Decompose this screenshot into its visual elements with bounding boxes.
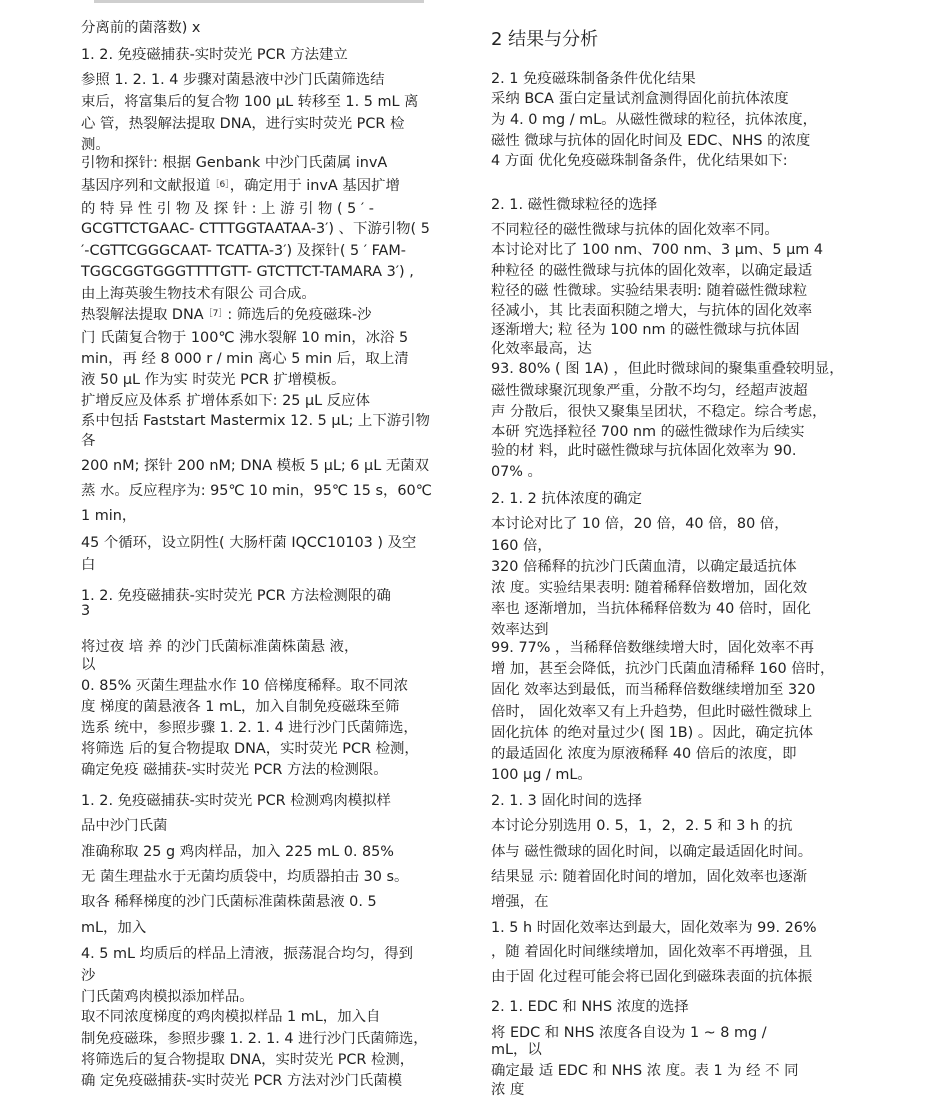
text-line: 白 — [81, 557, 96, 573]
text-line: 0. 85% 灭菌生理盐水作 10 倍梯度稀释。取不同浓 — [81, 678, 408, 694]
section-heading: 1. 2. 免疫磁捕获-实时荧光 PCR 方法检测限的确 — [81, 588, 391, 604]
text-line: 以 — [81, 657, 96, 673]
text-line: 本讨论对比了 100 nm、700 nm、3 μm、5 μm 4 — [491, 242, 823, 258]
text-line: 蒸 水。反应程序为: 95℃ 10 min，95℃ 15 s，60℃ — [81, 483, 432, 499]
text-line: 液 50 μL 作为实 时荧光 PCR 扩增模板。 — [81, 372, 346, 388]
text-line: 93. 80% ( 图 1A) ，但此时微球间的聚集重叠较明显， — [491, 361, 844, 377]
text-line: 不同粒径的磁性微球与抗体的固化效率不同。 — [491, 222, 779, 238]
text-line: mL，以 — [491, 1042, 542, 1058]
text-line: 度 梯度的菌悬液各 1 mL，加入自制免疫磁珠至筛 — [81, 699, 400, 715]
text-line: 采纳 BCA 蛋白定量试剂盒测得固化前抗体浓度 — [491, 91, 789, 107]
text-line: 基因序列和文献报道$^{[6]}$，确定用于 invA 基因扩增 — [81, 178, 400, 194]
section-heading: 2. 1. 磁性微球粒径的选择 — [491, 197, 658, 213]
text-line: GCGTTCTGAAC- CTTTGGTAATAA-3′) 、下游引物( 5 — [81, 221, 430, 237]
section-heading: 2. 1. 3 固化时间的选择 — [491, 793, 643, 809]
text-line: 的 特 异 性 引 物 及 探 针 : 上 游 引 物 ( 5 ′ - — [81, 201, 374, 217]
text-line: 准确称取 25 g 鸡肉样品，加入 225 mL 0. 85% — [81, 844, 394, 860]
top-border — [94, 0, 424, 3]
text-line: TGGCGGTGGGTTTTGTT- GTCTTCT-TAMARA 3′) , — [81, 264, 414, 280]
text-line: 束后，将富集后的复合物 100 μL 转移至 1. 5 mL 离 — [81, 94, 419, 110]
text-line: ，随 着固化时间继续增加，固化效率不再增强，且 — [491, 944, 813, 960]
text-line: 确定最 适 EDC 和 NHS 浓 度。表 1 为 经 不 同 — [491, 1063, 799, 1079]
section-heading: 2. 1 免疫磁珠制备条件优化结果 — [491, 71, 696, 87]
text-line: 逐渐增大; 粒 径为 100 nm 的磁性微球与抗体固 — [491, 322, 800, 338]
text-line: 将过夜 培 养 的沙门氏菌标准菌株菌悬 液， — [81, 639, 359, 655]
text-line: ′-CGTTCGGGCAAT- TCATTA-3′) 及探针( 5 ′ FAM- — [81, 243, 406, 259]
text-line: 效率达到 — [491, 622, 549, 638]
text-line: 1 min， — [81, 508, 137, 524]
text-line: 将 EDC 和 NHS 浓度各自设为 1 ~ 8 mg / — [491, 1025, 767, 1041]
text-line: 热裂解法提取 $DNA^{[7]}$: 筛选后的免疫磁珠-沙 — [81, 307, 372, 323]
text-line: 由上海英骏生物技术有限公 司合成。 — [81, 286, 316, 302]
text-line: 无 菌生理盐水于无菌均质袋中，均质器拍击 30 s。 — [81, 869, 409, 885]
text-line: 心 管，热裂解法提取 DNA，进行实时荧光 PCR 检 — [81, 116, 405, 132]
text-line: 验的材 料，此时磁性微球与抗体固化效率为 90. — [491, 443, 797, 459]
text-line: 1. 5 h 时固化效率达到最大，固化效率为 99. 26% — [491, 920, 817, 936]
text-line: 的最适固化 浓度为原液稀释 40 倍后的浓度，即 — [491, 746, 797, 762]
text-line: 参照 1. 2. 1. 4 步骤对菌悬液中沙门氏菌筛选结 — [81, 72, 385, 88]
citation-ref: ［7］ — [203, 309, 228, 319]
text-line: 扩增反应及体系 扩增体系如下: 25 μL 反应体 — [81, 393, 370, 409]
text-line: 为 4. 0 mg / mL。从磁性微球的粒径，抗体浓度， — [491, 112, 818, 128]
text-line: 320 倍稀释的抗沙门氏菌血清，以确定最适抗体 — [491, 559, 797, 575]
text-line: 100 μg / mL。 — [491, 767, 592, 783]
text-line: 沙 — [81, 968, 96, 984]
text-line: 磁性 微球与抗体的固化时间及 EDC、NHS 的浓度 — [491, 133, 811, 149]
text-line: 将筛选后的复合物提取 DNA，实时荧光 PCR 检测， — [81, 1052, 415, 1068]
text-line: 浓 度 — [491, 1082, 525, 1098]
text-line: 160 倍， — [491, 538, 552, 554]
text-line: 确定免疫 磁捕获-实时荧光 PCR 方法的检测限。 — [81, 762, 388, 778]
text-line: 4. 5 mL 均质后的样品上清液，振荡混合均匀，得到 — [81, 946, 414, 962]
text-line: 分离前的菌落数) x — [81, 20, 201, 36]
text-line: 3 — [81, 603, 91, 619]
text-line: 确 定免疫磁捕获-实时荧光 PCR 方法对沙门氏菌模 — [81, 1073, 403, 1089]
text-line: 率也 逐渐增加，当抗体稀释倍数为 40 倍时，固化 — [491, 601, 811, 617]
text-line: 增强，在 — [491, 894, 549, 910]
text-line: 浓 度。实验结果表明: 随着稀释倍数增加，固化效 — [491, 580, 808, 596]
text-line: 由于固 化过程可能会将已固化到磁珠表面的抗体振 — [491, 969, 813, 985]
text-line: 结果显 示: 随着固化时间的增加，固化效率也逐渐 — [491, 869, 808, 885]
text-line: 测。 — [81, 137, 110, 153]
text-line: 径减小，其 比表面积随之增大，与抗体的固化效率 — [491, 303, 813, 319]
text-line: 200 nM; 探针 200 nM; DNA 模板 5 μL; 6 μL 无菌双 — [81, 458, 429, 474]
section-heading: 2. 1. 2 抗体浓度的确定 — [491, 491, 643, 507]
text-line: 引物和探针: 根据 Genbank 中沙门氏菌属 invA — [81, 155, 388, 171]
text-line: min，再 经 8 000 r / min 离心 5 min 后，取上清 — [81, 351, 409, 367]
section-heading: 2. 1. EDC 和 NHS 浓度的选择 — [491, 999, 689, 1015]
text-line: 声 分散后，很快又聚集呈团状，不稳定。综合考虑， — [491, 404, 827, 420]
text-line: 增 加，甚至会降低，抗沙门氏菌血清稀释 160 倍时， — [491, 661, 835, 677]
text-line: 固化 效率达到最低，而当稀释倍数继续增加至 320 — [491, 682, 816, 698]
text-line: mL，加入 — [81, 920, 147, 936]
text-line: 本讨论对比了 10 倍，20 倍，40 倍，80 倍， — [491, 516, 789, 532]
text-line: 各 — [81, 433, 96, 449]
citation-ref: ［6］ — [210, 180, 230, 190]
text-line: 取各 稀释梯度的沙门氏菌标准菌株菌悬液 0. 5 — [81, 894, 377, 910]
text-line: 化效率最高，达 — [491, 341, 592, 357]
text-line: 本讨论分别选用 0. 5，1，2，2. 5 和 3 h 的抗 — [491, 818, 793, 834]
text-line: 45 个循环，设立阴性( 大肠杆菌 IQCC10103 ) 及空 — [81, 535, 417, 551]
text-line: 4 方面 优化免疫磁珠制备条件，优化结果如下: — [491, 153, 788, 169]
text-line: 固化抗体 的绝对量过少( 图 1B) 。因此，确定抗体 — [491, 725, 813, 741]
text-line: 系中包括 Faststart Mastermix 12. 5 μL; 上下游引物 — [81, 413, 430, 429]
text-line: 磁性微球聚沉现象严重，分散不均匀，经超声波超 — [491, 383, 808, 399]
text-line: 取不同浓度梯度的鸡肉模拟样品 1 mL，加入自 — [81, 1009, 381, 1025]
text-line: 倍时， 固化效率又有上升趋势，但此时磁性微球上 — [491, 704, 813, 720]
text-line: 门 氏菌复合物于 100℃ 沸水裂解 10 min，冰浴 5 — [81, 330, 409, 346]
section-heading: 1. 2. 免疫磁捕获-实时荧光 PCR 方法建立 — [81, 47, 348, 63]
text-line: 99. 77% ，当稀释倍数继续增大时，固化效率不再 — [491, 640, 815, 656]
text-line: 将筛选 后的复合物提取 DNA，实时荧光 PCR 检测， — [81, 741, 419, 757]
text-line: 种粒径 的磁性微球与抗体的固化效率，以确定最适 — [491, 263, 813, 279]
text-line: 品中沙门氏菌 — [81, 818, 168, 834]
section-title: 2 结果与分析 — [491, 29, 599, 50]
section-heading: 1. 2. 免疫磁捕获-实时荧光 PCR 检测鸡肉模拟样 — [81, 793, 391, 809]
text-line: 本研 究选择粒径 700 nm 的磁性微球作为后续实 — [491, 424, 805, 440]
text-line: 07% 。 — [491, 464, 542, 480]
text-line: 制免疫磁珠，参照步骤 1. 2. 1. 4 进行沙门氏菌筛选， — [81, 1031, 428, 1047]
text-line: 体与 磁性微球的固化时间，以确定最适固化时间。 — [491, 844, 813, 860]
text-line: 门氏菌鸡肉模拟添加样品。 — [81, 989, 254, 1005]
text-line: 粒径的磁 性微球。实验结果表明: 随着磁性微球粒 — [491, 283, 808, 299]
text-line: 选系 统中，参照步骤 1. 2. 1. 4 进行沙门氏菌筛选， — [81, 720, 418, 736]
